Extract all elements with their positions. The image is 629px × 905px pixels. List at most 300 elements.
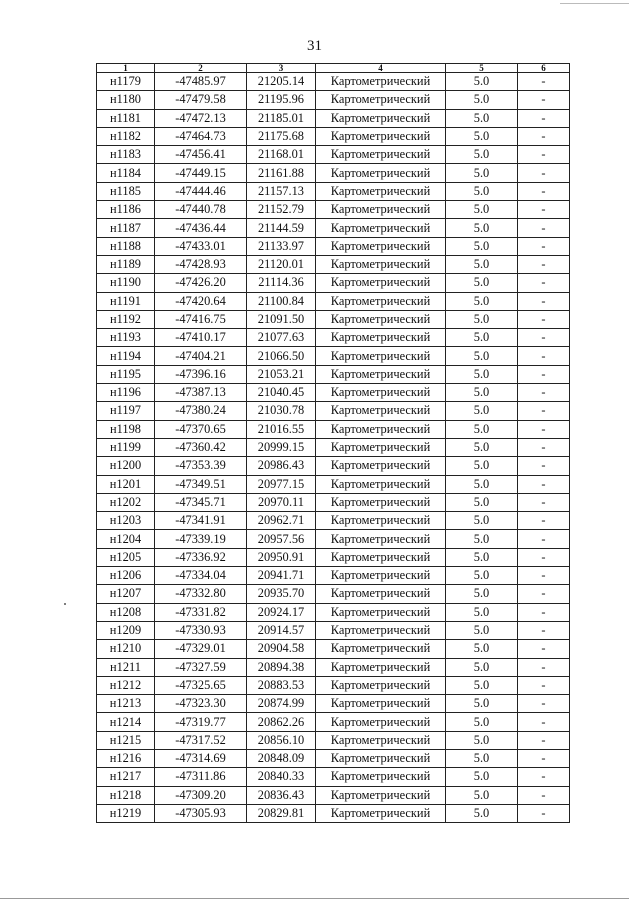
note-cell: - bbox=[518, 658, 570, 676]
method-cell: Картометрический bbox=[316, 384, 446, 402]
y-coordinate-cell: 20962.71 bbox=[247, 512, 316, 530]
accuracy-cell: 5.0 bbox=[446, 91, 518, 109]
table-row bbox=[97, 310, 570, 328]
y-coordinate-cell: 20840.33 bbox=[247, 768, 316, 786]
accuracy-cell: 5.0 bbox=[446, 658, 518, 676]
x-coordinate-cell: -47334.04 bbox=[155, 567, 247, 585]
y-coordinate-cell: 20924.17 bbox=[247, 603, 316, 621]
method-cell: Картометрический bbox=[316, 548, 446, 566]
y-coordinate-cell: 21016.55 bbox=[247, 420, 316, 438]
x-coordinate-cell: -47404.21 bbox=[155, 347, 247, 365]
note-cell: - bbox=[518, 310, 570, 328]
point-id-cell: н1205 bbox=[97, 548, 155, 566]
y-coordinate-cell: 21144.59 bbox=[247, 219, 316, 237]
y-coordinate-cell: 21133.97 bbox=[247, 237, 316, 255]
method-cell: Картометрический bbox=[316, 219, 446, 237]
point-id-cell: н1210 bbox=[97, 640, 155, 658]
note-cell: - bbox=[518, 695, 570, 713]
point-id-cell: н1198 bbox=[97, 420, 155, 438]
header-col-4: 4 bbox=[316, 64, 446, 73]
y-coordinate-cell: 20862.26 bbox=[247, 713, 316, 731]
point-id-cell: н1191 bbox=[97, 292, 155, 310]
method-cell: Картометрический bbox=[316, 274, 446, 292]
x-coordinate-cell: -47472.13 bbox=[155, 109, 247, 127]
y-coordinate-cell: 20950.91 bbox=[247, 548, 316, 566]
point-id-cell: н1196 bbox=[97, 384, 155, 402]
table-row bbox=[97, 621, 570, 639]
y-coordinate-cell: 21168.01 bbox=[247, 146, 316, 164]
x-coordinate-cell: -47336.92 bbox=[155, 548, 247, 566]
method-cell: Картометрический bbox=[316, 310, 446, 328]
method-cell: Картометрический bbox=[316, 493, 446, 511]
method-cell: Картометрический bbox=[316, 402, 446, 420]
note-cell: - bbox=[518, 73, 570, 91]
y-coordinate-cell: 21040.45 bbox=[247, 384, 316, 402]
method-cell: Картометрический bbox=[316, 621, 446, 639]
accuracy-cell: 5.0 bbox=[446, 512, 518, 530]
x-coordinate-cell: -47331.82 bbox=[155, 603, 247, 621]
method-cell: Картометрический bbox=[316, 585, 446, 603]
y-coordinate-cell: 20970.11 bbox=[247, 493, 316, 511]
y-coordinate-cell: 21175.68 bbox=[247, 127, 316, 145]
point-id-cell: н1211 bbox=[97, 658, 155, 676]
method-cell: Картометрический bbox=[316, 713, 446, 731]
note-cell: - bbox=[518, 457, 570, 475]
accuracy-cell: 5.0 bbox=[446, 640, 518, 658]
note-cell: - bbox=[518, 530, 570, 548]
accuracy-cell: 5.0 bbox=[446, 127, 518, 145]
table-row bbox=[97, 237, 570, 255]
method-cell: Картометрический bbox=[316, 731, 446, 749]
table-row bbox=[97, 329, 570, 347]
header-col-2: 2 bbox=[155, 64, 247, 73]
table-row bbox=[97, 91, 570, 109]
table-header-row bbox=[97, 64, 570, 73]
table-row bbox=[97, 255, 570, 273]
method-cell: Картометрический bbox=[316, 676, 446, 694]
x-coordinate-cell: -47440.78 bbox=[155, 201, 247, 219]
note-cell: - bbox=[518, 384, 570, 402]
table-row bbox=[97, 731, 570, 749]
note-cell: - bbox=[518, 603, 570, 621]
x-coordinate-cell: -47426.20 bbox=[155, 274, 247, 292]
note-cell: - bbox=[518, 329, 570, 347]
point-id-cell: н1203 bbox=[97, 512, 155, 530]
note-cell: - bbox=[518, 804, 570, 822]
accuracy-cell: 5.0 bbox=[446, 567, 518, 585]
point-id-cell: н1188 bbox=[97, 237, 155, 255]
method-cell: Картометрический bbox=[316, 164, 446, 182]
y-coordinate-cell: 21053.21 bbox=[247, 365, 316, 383]
scan-edge-bottom bbox=[0, 898, 629, 899]
x-coordinate-cell: -47449.15 bbox=[155, 164, 247, 182]
method-cell: Картометрический bbox=[316, 292, 446, 310]
note-cell: - bbox=[518, 182, 570, 200]
point-id-cell: н1180 bbox=[97, 91, 155, 109]
table-row bbox=[97, 567, 570, 585]
x-coordinate-cell: -47325.65 bbox=[155, 676, 247, 694]
x-coordinate-cell: -47323.30 bbox=[155, 695, 247, 713]
table-row bbox=[97, 384, 570, 402]
table-row bbox=[97, 457, 570, 475]
point-id-cell: н1209 bbox=[97, 621, 155, 639]
x-coordinate-cell: -47349.51 bbox=[155, 475, 247, 493]
table-row bbox=[97, 512, 570, 530]
x-coordinate-cell: -47332.80 bbox=[155, 585, 247, 603]
y-coordinate-cell: 20894.38 bbox=[247, 658, 316, 676]
point-id-cell: н1179 bbox=[97, 73, 155, 91]
x-coordinate-cell: -47345.71 bbox=[155, 493, 247, 511]
table-body bbox=[97, 73, 570, 823]
note-cell: - bbox=[518, 768, 570, 786]
point-id-cell: н1202 bbox=[97, 493, 155, 511]
x-coordinate-cell: -47370.65 bbox=[155, 420, 247, 438]
note-cell: - bbox=[518, 731, 570, 749]
scan-edge-top bbox=[560, 3, 629, 4]
table-row bbox=[97, 164, 570, 182]
y-coordinate-cell: 21157.13 bbox=[247, 182, 316, 200]
note-cell: - bbox=[518, 292, 570, 310]
note-cell: - bbox=[518, 512, 570, 530]
note-cell: - bbox=[518, 255, 570, 273]
note-cell: - bbox=[518, 786, 570, 804]
accuracy-cell: 5.0 bbox=[446, 603, 518, 621]
table-row bbox=[97, 420, 570, 438]
accuracy-cell: 5.0 bbox=[446, 292, 518, 310]
method-cell: Картометрический bbox=[316, 201, 446, 219]
y-coordinate-cell: 21066.50 bbox=[247, 347, 316, 365]
table-row bbox=[97, 201, 570, 219]
x-coordinate-cell: -47329.01 bbox=[155, 640, 247, 658]
y-coordinate-cell: 21100.84 bbox=[247, 292, 316, 310]
point-id-cell: н1193 bbox=[97, 329, 155, 347]
note-cell: - bbox=[518, 640, 570, 658]
x-coordinate-cell: -47485.97 bbox=[155, 73, 247, 91]
method-cell: Картометрический bbox=[316, 109, 446, 127]
y-coordinate-cell: 21195.96 bbox=[247, 91, 316, 109]
method-cell: Картометрический bbox=[316, 420, 446, 438]
accuracy-cell: 5.0 bbox=[446, 804, 518, 822]
point-id-cell: н1206 bbox=[97, 567, 155, 585]
header-col-6: 6 bbox=[518, 64, 570, 73]
y-coordinate-cell: 21030.78 bbox=[247, 402, 316, 420]
method-cell: Картометрический bbox=[316, 329, 446, 347]
y-coordinate-cell: 21152.79 bbox=[247, 201, 316, 219]
y-coordinate-cell: 20836.43 bbox=[247, 786, 316, 804]
accuracy-cell: 5.0 bbox=[446, 201, 518, 219]
y-coordinate-cell: 20856.10 bbox=[247, 731, 316, 749]
x-coordinate-cell: -47339.19 bbox=[155, 530, 247, 548]
y-coordinate-cell: 20883.53 bbox=[247, 676, 316, 694]
accuracy-cell: 5.0 bbox=[446, 402, 518, 420]
x-coordinate-cell: -47330.93 bbox=[155, 621, 247, 639]
method-cell: Картометрический bbox=[316, 695, 446, 713]
accuracy-cell: 5.0 bbox=[446, 530, 518, 548]
table-row bbox=[97, 182, 570, 200]
x-coordinate-cell: -47420.64 bbox=[155, 292, 247, 310]
y-coordinate-cell: 21091.50 bbox=[247, 310, 316, 328]
method-cell: Картометрический bbox=[316, 146, 446, 164]
method-cell: Картометрический bbox=[316, 530, 446, 548]
note-cell: - bbox=[518, 420, 570, 438]
y-coordinate-cell: 20829.81 bbox=[247, 804, 316, 822]
accuracy-cell: 5.0 bbox=[446, 310, 518, 328]
y-coordinate-cell: 21161.88 bbox=[247, 164, 316, 182]
accuracy-cell: 5.0 bbox=[446, 749, 518, 767]
accuracy-cell: 5.0 bbox=[446, 731, 518, 749]
note-cell: - bbox=[518, 402, 570, 420]
table-row bbox=[97, 804, 570, 822]
method-cell: Картометрический bbox=[316, 512, 446, 530]
accuracy-cell: 5.0 bbox=[446, 255, 518, 273]
page-number: 31 bbox=[307, 38, 322, 54]
y-coordinate-cell: 21205.14 bbox=[247, 73, 316, 91]
note-cell: - bbox=[518, 146, 570, 164]
point-id-cell: н1195 bbox=[97, 365, 155, 383]
method-cell: Картометрический bbox=[316, 658, 446, 676]
method-cell: Картометрический bbox=[316, 603, 446, 621]
method-cell: Картометрический bbox=[316, 91, 446, 109]
method-cell: Картометрический bbox=[316, 365, 446, 383]
point-id-cell: н1184 bbox=[97, 164, 155, 182]
method-cell: Картометрический bbox=[316, 127, 446, 145]
x-coordinate-cell: -47433.01 bbox=[155, 237, 247, 255]
point-id-cell: н1199 bbox=[97, 438, 155, 456]
method-cell: Картометрический bbox=[316, 73, 446, 91]
note-cell: - bbox=[518, 548, 570, 566]
scan-speck bbox=[64, 603, 66, 605]
point-id-cell: н1192 bbox=[97, 310, 155, 328]
note-cell: - bbox=[518, 365, 570, 383]
method-cell: Картометрический bbox=[316, 567, 446, 585]
accuracy-cell: 5.0 bbox=[446, 329, 518, 347]
table-row bbox=[97, 274, 570, 292]
table-row bbox=[97, 585, 570, 603]
accuracy-cell: 5.0 bbox=[446, 109, 518, 127]
x-coordinate-cell: -47428.93 bbox=[155, 255, 247, 273]
point-id-cell: н1182 bbox=[97, 127, 155, 145]
note-cell: - bbox=[518, 493, 570, 511]
accuracy-cell: 5.0 bbox=[446, 438, 518, 456]
note-cell: - bbox=[518, 347, 570, 365]
point-id-cell: н1201 bbox=[97, 475, 155, 493]
x-coordinate-cell: -47309.20 bbox=[155, 786, 247, 804]
header-col-5: 5 bbox=[446, 64, 518, 73]
accuracy-cell: 5.0 bbox=[446, 713, 518, 731]
y-coordinate-cell: 21077.63 bbox=[247, 329, 316, 347]
table-row bbox=[97, 695, 570, 713]
point-id-cell: н1217 bbox=[97, 768, 155, 786]
x-coordinate-cell: -47305.93 bbox=[155, 804, 247, 822]
note-cell: - bbox=[518, 621, 570, 639]
table-row bbox=[97, 219, 570, 237]
table-row bbox=[97, 438, 570, 456]
accuracy-cell: 5.0 bbox=[446, 365, 518, 383]
accuracy-cell: 5.0 bbox=[446, 347, 518, 365]
table-row bbox=[97, 146, 570, 164]
accuracy-cell: 5.0 bbox=[446, 621, 518, 639]
table-row bbox=[97, 676, 570, 694]
point-id-cell: н1215 bbox=[97, 731, 155, 749]
accuracy-cell: 5.0 bbox=[446, 695, 518, 713]
x-coordinate-cell: -47396.16 bbox=[155, 365, 247, 383]
y-coordinate-cell: 20986.43 bbox=[247, 457, 316, 475]
y-coordinate-cell: 20999.15 bbox=[247, 438, 316, 456]
x-coordinate-cell: -47436.44 bbox=[155, 219, 247, 237]
point-id-cell: н1214 bbox=[97, 713, 155, 731]
accuracy-cell: 5.0 bbox=[446, 786, 518, 804]
y-coordinate-cell: 21114.36 bbox=[247, 274, 316, 292]
method-cell: Картометрический bbox=[316, 786, 446, 804]
table-row bbox=[97, 548, 570, 566]
y-coordinate-cell: 20874.99 bbox=[247, 695, 316, 713]
point-id-cell: н1219 bbox=[97, 804, 155, 822]
accuracy-cell: 5.0 bbox=[446, 548, 518, 566]
y-coordinate-cell: 20904.58 bbox=[247, 640, 316, 658]
y-coordinate-cell: 20977.15 bbox=[247, 475, 316, 493]
point-id-cell: н1218 bbox=[97, 786, 155, 804]
point-id-cell: н1197 bbox=[97, 402, 155, 420]
y-coordinate-cell: 20848.09 bbox=[247, 749, 316, 767]
note-cell: - bbox=[518, 475, 570, 493]
note-cell: - bbox=[518, 713, 570, 731]
method-cell: Картометрический bbox=[316, 749, 446, 767]
point-id-cell: н1183 bbox=[97, 146, 155, 164]
note-cell: - bbox=[518, 676, 570, 694]
table-row bbox=[97, 640, 570, 658]
y-coordinate-cell: 20941.71 bbox=[247, 567, 316, 585]
point-id-cell: н1186 bbox=[97, 201, 155, 219]
point-id-cell: н1185 bbox=[97, 182, 155, 200]
point-id-cell: н1207 bbox=[97, 585, 155, 603]
y-coordinate-cell: 20957.56 bbox=[247, 530, 316, 548]
x-coordinate-cell: -47319.77 bbox=[155, 713, 247, 731]
accuracy-cell: 5.0 bbox=[446, 219, 518, 237]
table-row bbox=[97, 365, 570, 383]
method-cell: Картометрический bbox=[316, 237, 446, 255]
accuracy-cell: 5.0 bbox=[446, 237, 518, 255]
point-id-cell: н1181 bbox=[97, 109, 155, 127]
point-id-cell: н1212 bbox=[97, 676, 155, 694]
accuracy-cell: 5.0 bbox=[446, 164, 518, 182]
accuracy-cell: 5.0 bbox=[446, 585, 518, 603]
accuracy-cell: 5.0 bbox=[446, 73, 518, 91]
note-cell: - bbox=[518, 201, 570, 219]
point-id-cell: н1200 bbox=[97, 457, 155, 475]
x-coordinate-cell: -47353.39 bbox=[155, 457, 247, 475]
y-coordinate-cell: 21120.01 bbox=[247, 255, 316, 273]
table-row bbox=[97, 127, 570, 145]
point-id-cell: н1216 bbox=[97, 749, 155, 767]
x-coordinate-cell: -47444.46 bbox=[155, 182, 247, 200]
accuracy-cell: 5.0 bbox=[446, 146, 518, 164]
table-row bbox=[97, 786, 570, 804]
x-coordinate-cell: -47464.73 bbox=[155, 127, 247, 145]
method-cell: Картометрический bbox=[316, 438, 446, 456]
table-row bbox=[97, 493, 570, 511]
method-cell: Картометрический bbox=[316, 768, 446, 786]
x-coordinate-cell: -47314.69 bbox=[155, 749, 247, 767]
x-coordinate-cell: -47479.58 bbox=[155, 91, 247, 109]
table-row bbox=[97, 749, 570, 767]
point-id-cell: н1190 bbox=[97, 274, 155, 292]
accuracy-cell: 5.0 bbox=[446, 768, 518, 786]
method-cell: Картометрический bbox=[316, 475, 446, 493]
method-cell: Картометрический bbox=[316, 255, 446, 273]
table-row bbox=[97, 475, 570, 493]
note-cell: - bbox=[518, 91, 570, 109]
note-cell: - bbox=[518, 219, 570, 237]
point-id-cell: н1213 bbox=[97, 695, 155, 713]
table-row bbox=[97, 73, 570, 91]
point-id-cell: н1204 bbox=[97, 530, 155, 548]
table-row bbox=[97, 658, 570, 676]
y-coordinate-cell: 20935.70 bbox=[247, 585, 316, 603]
table-row bbox=[97, 292, 570, 310]
method-cell: Картометрический bbox=[316, 457, 446, 475]
table-row bbox=[97, 109, 570, 127]
header-col-3: 3 bbox=[247, 64, 316, 73]
y-coordinate-cell: 20914.57 bbox=[247, 621, 316, 639]
point-id-cell: н1189 bbox=[97, 255, 155, 273]
table-row bbox=[97, 768, 570, 786]
note-cell: - bbox=[518, 237, 570, 255]
x-coordinate-cell: -47360.42 bbox=[155, 438, 247, 456]
point-id-cell: н1194 bbox=[97, 347, 155, 365]
note-cell: - bbox=[518, 274, 570, 292]
table-row bbox=[97, 530, 570, 548]
accuracy-cell: 5.0 bbox=[446, 420, 518, 438]
table-row bbox=[97, 603, 570, 621]
method-cell: Картометрический bbox=[316, 640, 446, 658]
point-id-cell: н1208 bbox=[97, 603, 155, 621]
method-cell: Картометрический bbox=[316, 804, 446, 822]
note-cell: - bbox=[518, 749, 570, 767]
method-cell: Картометрический bbox=[316, 347, 446, 365]
note-cell: - bbox=[518, 567, 570, 585]
accuracy-cell: 5.0 bbox=[446, 676, 518, 694]
accuracy-cell: 5.0 bbox=[446, 384, 518, 402]
table-row bbox=[97, 713, 570, 731]
note-cell: - bbox=[518, 127, 570, 145]
header-col-1: 1 bbox=[97, 64, 155, 73]
coordinates-table bbox=[96, 63, 570, 823]
accuracy-cell: 5.0 bbox=[446, 182, 518, 200]
accuracy-cell: 5.0 bbox=[446, 475, 518, 493]
x-coordinate-cell: -47456.41 bbox=[155, 146, 247, 164]
accuracy-cell: 5.0 bbox=[446, 457, 518, 475]
point-id-cell: н1187 bbox=[97, 219, 155, 237]
x-coordinate-cell: -47341.91 bbox=[155, 512, 247, 530]
table-row bbox=[97, 347, 570, 365]
x-coordinate-cell: -47387.13 bbox=[155, 384, 247, 402]
x-coordinate-cell: -47416.75 bbox=[155, 310, 247, 328]
note-cell: - bbox=[518, 164, 570, 182]
accuracy-cell: 5.0 bbox=[446, 274, 518, 292]
x-coordinate-cell: -47327.59 bbox=[155, 658, 247, 676]
y-coordinate-cell: 21185.01 bbox=[247, 109, 316, 127]
x-coordinate-cell: -47311.86 bbox=[155, 768, 247, 786]
note-cell: - bbox=[518, 585, 570, 603]
accuracy-cell: 5.0 bbox=[446, 493, 518, 511]
x-coordinate-cell: -47410.17 bbox=[155, 329, 247, 347]
x-coordinate-cell: -47317.52 bbox=[155, 731, 247, 749]
note-cell: - bbox=[518, 438, 570, 456]
table-row bbox=[97, 402, 570, 420]
x-coordinate-cell: -47380.24 bbox=[155, 402, 247, 420]
note-cell: - bbox=[518, 109, 570, 127]
method-cell: Картометрический bbox=[316, 182, 446, 200]
